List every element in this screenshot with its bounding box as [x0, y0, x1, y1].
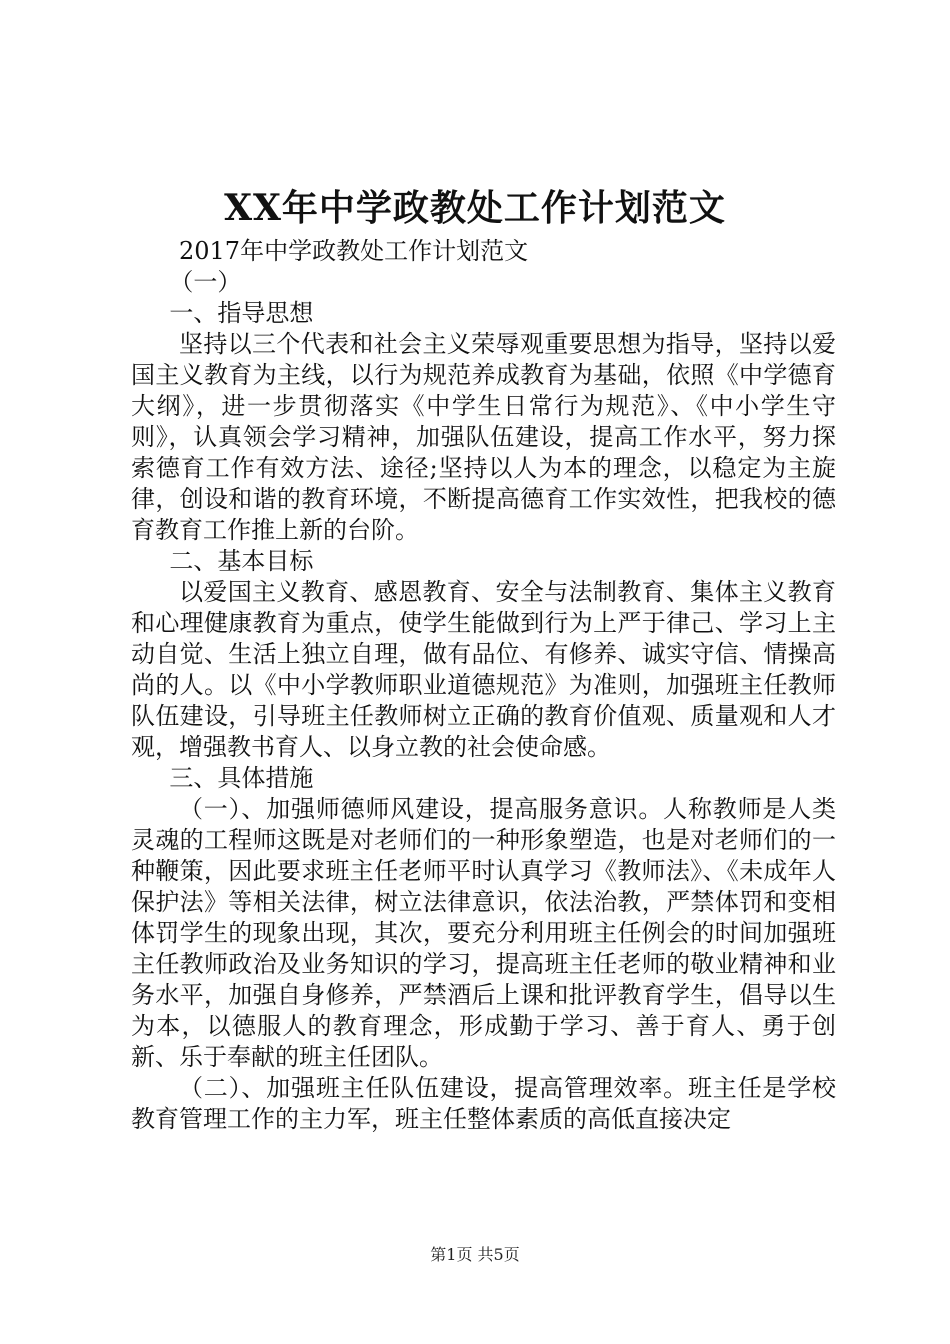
body-paragraph: 以爱国主义教育、感恩教育、安全与法制教育、集体主义教育和心理健康教育为重点，使学生能做到行为上严于律己、学习上主动自觉、生活上独立自理，做有品位、有修养、诚实守信、情操高尚的人。以《中小学教师职业道德规范》为准则，加强班主任教师队伍建设，引导班主任教师树立正确的教育价值观、质量观和人才观，增强教书育人、以身立教的社会使命感。 — [131, 578, 836, 761]
document-body — [131, 236, 836, 1135]
document-title: XX年中学政教处工作计划范文 — [224, 187, 726, 229]
page-footer: 第1页 共5页 — [430, 1245, 520, 1264]
heading-basic-goals: 二、基本目标 — [169, 547, 314, 575]
heading-guiding-ideology: 一、指导思想 — [169, 299, 314, 327]
subtitle-paragraph: 2017年中学政教处工作计划范文 — [179, 237, 529, 265]
body-paragraph: （一）、加强师德师风建设，提高服务意识。人称教师是人类灵魂的工程师这既是对老师们的一种形象塑造，也是对老师们的一种鞭策，因此要求班主任老师平时认真学习《教师法》、《未成年人保护法》等相关法律，树立法律意识，依法治教，严禁体罚和变相体罚学生的现象出现，其次，要充分利用班主任例会的时间加强班主任教师政治及业务知识的学习，提高班主任老师的敬业精神和业务水平，加强自身修养，严禁酒后上课和批评教育学生，倡导以生为本，以德服人的教育理念，形成勤于学习、善于育人、勇于创新、乐于奉献的班主任团队。 — [131, 795, 836, 1071]
body-paragraph: 坚持以三个代表和社会主义荣辱观重要思想为指导，坚持以爱国主义教育为主线，以行为规范养成教育为基础，依照《中学德育大纲》，进一步贯彻落实《中学生日常行为规范》、《中小学生守则》，认真领会学习精神，加强队伍建设，提高工作水平，努力探索德育工作有效方法、途径;坚持以人为本的理念，以稳定为主旋律，创设和谐的教育环境，不断提高德育工作实效性，把我校的德育教育工作推上新的台阶。 — [131, 330, 836, 544]
heading-specific-measures: 三、具体措施 — [169, 764, 314, 792]
section-number-paragraph: （一） — [169, 268, 242, 296]
body-paragraph: （二）、加强班主任队伍建设，提高管理效率。班主任是学校教育管理工作的主力军，班主任整体素质的高低直接决定 — [131, 1074, 836, 1133]
